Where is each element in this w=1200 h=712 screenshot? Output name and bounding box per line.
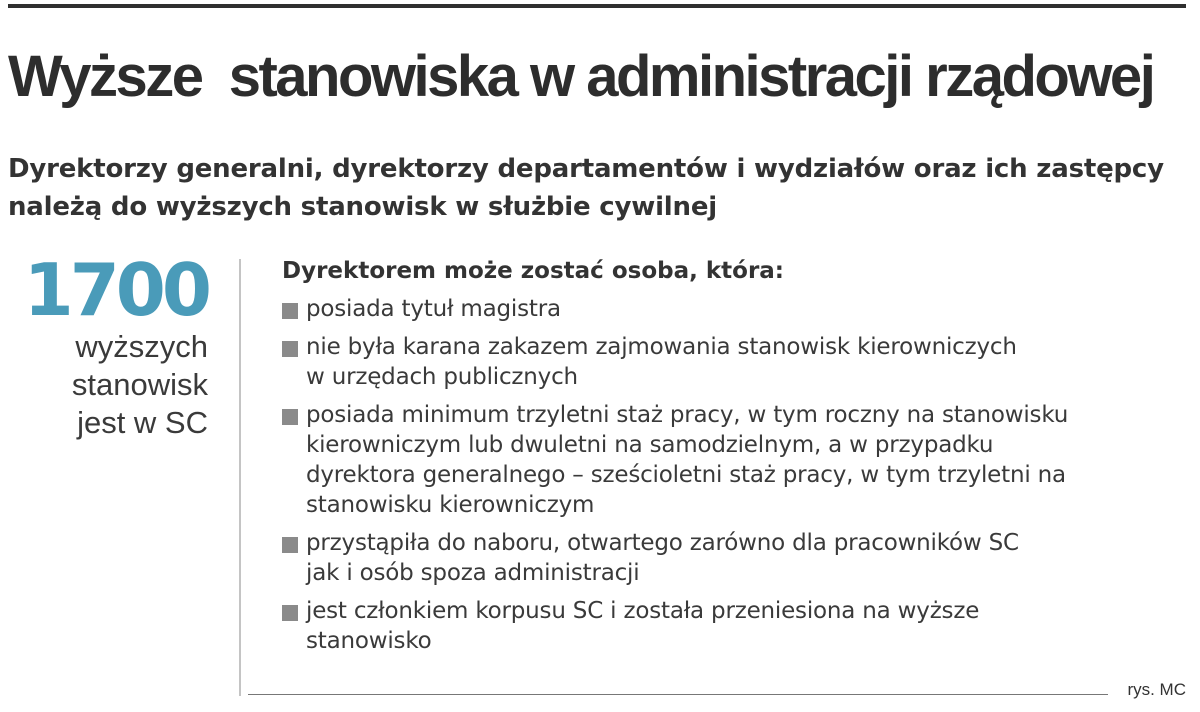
list-item-line: jest członkiem korpusu SC i została przeniesiona na wyższe	[306, 598, 980, 624]
list-item	[282, 400, 1182, 520]
list-item-line: w urzędach publicznych	[306, 364, 578, 390]
list-item	[282, 332, 1182, 392]
list-item	[282, 596, 1182, 656]
credit: rys. MC	[1127, 680, 1186, 699]
square-bullet-icon	[282, 409, 298, 425]
bottom-rule	[248, 694, 1108, 695]
stat-caption	[8, 328, 208, 442]
list-item-line: dyrektora generalnego – sześcioletni staż pracy, w tym trzyletni na	[306, 462, 1066, 488]
subtitle: Dyrektorzy generalni, dyrektorzy departamentów i wydziałów oraz ich zastępcy należą do wyższych stanowisk w służbie cywilnej	[8, 154, 1164, 222]
stat-caption-line: stanowisk	[71, 367, 208, 402]
stat-caption-line: wyższych	[75, 329, 208, 364]
list-item-line: stanowisku kierowniczym	[306, 492, 595, 518]
square-bullet-icon	[282, 303, 298, 319]
list-item-line: posiada tytuł magistra	[306, 296, 561, 322]
list-item-line: nie była karana zakazem zajmowania stanowisk kierowniczych	[306, 334, 1017, 360]
list-item	[282, 294, 1182, 324]
stat-number: 1700	[23, 248, 208, 332]
list-item-line: przystąpiła do naboru, otwartego zarówno dla pracowników SC	[306, 530, 1019, 556]
list-item-line: posiada minimum trzyletni staż pracy, w tym roczny na stanowisku	[306, 402, 1069, 428]
requirements-list	[282, 294, 1182, 656]
stat-caption-line: jest w SC	[77, 405, 208, 440]
square-bullet-icon	[282, 537, 298, 553]
page-title: Wyższe stanowiska w administracji rządowej	[8, 44, 1154, 109]
square-bullet-icon	[282, 341, 298, 357]
top-rule	[8, 4, 1186, 8]
stat-block	[8, 248, 208, 442]
requirements-heading: Dyrektorem może zostać osoba, która:	[282, 258, 785, 284]
list-item-line: stanowisko	[306, 628, 432, 654]
list-item-line: kierowniczym lub dwuletni na samodzielnym, a w przypadku	[306, 432, 994, 458]
list-item	[282, 528, 1182, 588]
vertical-divider	[239, 259, 241, 696]
square-bullet-icon	[282, 605, 298, 621]
requirements-section	[282, 256, 1182, 664]
list-item-line: jak i osób spoza administracji	[306, 560, 640, 586]
